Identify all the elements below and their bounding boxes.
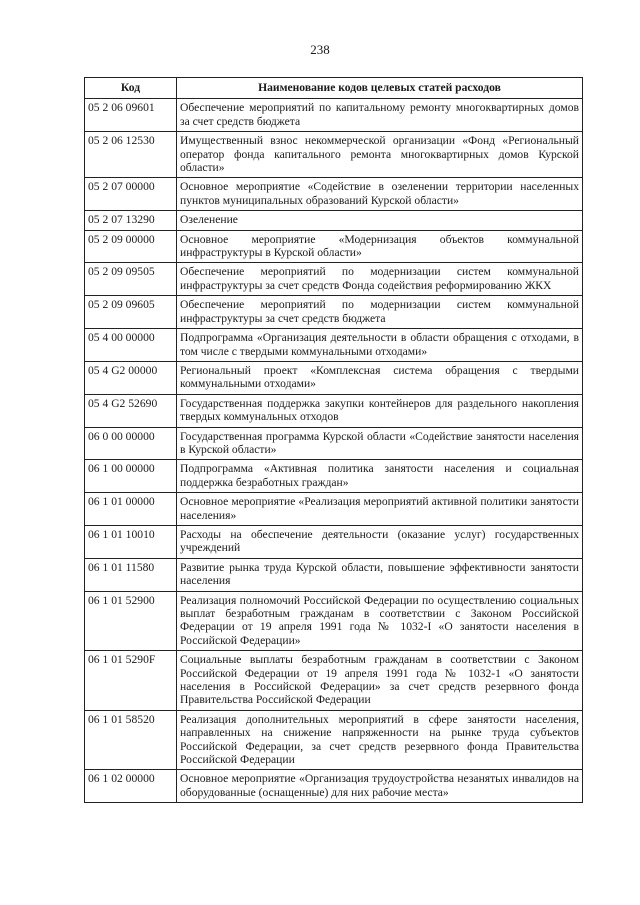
row-code: 06 1 01 10010: [85, 525, 177, 558]
row-code: 06 1 00 00000: [85, 460, 177, 493]
table-header-row: [85, 78, 583, 99]
table-row: [85, 211, 583, 230]
row-code: 05 4 G2 00000: [85, 361, 177, 394]
table-row: [85, 230, 583, 263]
table-row: [85, 394, 583, 427]
table-row: [85, 361, 583, 394]
table-row: [85, 329, 583, 362]
row-code: 06 1 02 00000: [85, 770, 177, 803]
row-code: 06 1 01 5290F: [85, 651, 177, 711]
row-name: Региональный проект «Комплексная система обращения с твердыми коммунальными отходами»: [177, 361, 583, 394]
row-code: 05 4 00 00000: [85, 329, 177, 362]
row-name: Обеспечение мероприятий по модернизации систем коммунальной инфраструктуры за счет средств Фонда содействия реформированию ЖКХ: [177, 263, 583, 296]
table-row: [85, 427, 583, 460]
table-row: [85, 493, 583, 526]
row-name: Обеспечение мероприятий по капитальному ремонту многоквартирных домов за счет средств бюджета: [177, 99, 583, 132]
row-code: 05 4 G2 52690: [85, 394, 177, 427]
table-row: [85, 770, 583, 803]
row-code: 05 2 07 00000: [85, 178, 177, 211]
column-header-code: Код: [85, 78, 177, 99]
row-name: Подпрограмма «Активная политика занятости населения и социальная поддержка безработных граждан»: [177, 460, 583, 493]
row-name: Основное мероприятие «Организация трудоустройства незанятых инвалидов на оборудованные (оснащенные) для них рабочие места»: [177, 770, 583, 803]
row-code: 06 1 01 00000: [85, 493, 177, 526]
row-name: Развитие рынка труда Курской области, повышение эффективности занятости населения: [177, 558, 583, 591]
table-row: [85, 651, 583, 711]
row-name: Реализация дополнительных мероприятий в сфере занятости населения, направленных на снижение напряженности на рынке труда субъектов Российской Федерации, за счет средств резервного фонда Правительства Российской Федерации: [177, 710, 583, 770]
row-name: Основное мероприятие «Модернизация объектов коммунальной инфраструктуры в Курской области»: [177, 230, 583, 263]
table-row: [85, 132, 583, 178]
row-name: Расходы на обеспечение деятельности (оказание услуг) государственных учреждений: [177, 525, 583, 558]
row-code: 06 1 01 58520: [85, 710, 177, 770]
table-row: [85, 558, 583, 591]
row-code: 05 2 06 12530: [85, 132, 177, 178]
table-row: [85, 591, 583, 651]
table-row: [85, 263, 583, 296]
column-header-name: Наименование кодов целевых статей расходов: [177, 78, 583, 99]
row-name: Обеспечение мероприятий по модернизации систем коммунальной инфраструктуры за счет средств бюджета: [177, 296, 583, 329]
row-code: 05 2 09 09505: [85, 263, 177, 296]
row-name: Основное мероприятие «Реализация мероприятий активной политики занятости населения»: [177, 493, 583, 526]
row-name: Подпрограмма «Организация деятельности в области обращения с отходами, в том числе с твердыми коммунальными отходами»: [177, 329, 583, 362]
table-row: [85, 710, 583, 770]
row-code: 06 0 00 00000: [85, 427, 177, 460]
row-code: 06 1 01 52900: [85, 591, 177, 651]
row-name: Имущественный взнос некоммерческой организации «Фонд «Региональный оператор фонда капитального ремонта многоквартирных домов Курской области»: [177, 132, 583, 178]
row-name: Озеленение: [177, 211, 583, 230]
row-code: 05 2 09 00000: [85, 230, 177, 263]
target-articles-table: [84, 77, 583, 803]
row-code: 06 1 01 11580: [85, 558, 177, 591]
row-name: Государственная поддержка закупки контейнеров для раздельного накопления твердых коммунальных отходов: [177, 394, 583, 427]
row-code: 05 2 09 09605: [85, 296, 177, 329]
row-code: 05 2 06 09601: [85, 99, 177, 132]
row-name: Социальные выплаты безработным гражданам в соответствии с Законом Российской Федерации от 19 апреля 1991 года № 1032-1 «О занятости населения в Российской Федерации» за счет средств резервного фонда Правительства Российской Федерации: [177, 651, 583, 711]
row-name: Основное мероприятие «Содействие в озеленении территории населенных пунктов муниципальных образований Курской области»: [177, 178, 583, 211]
row-code: 05 2 07 13290: [85, 211, 177, 230]
row-name: Реализация полномочий Российской Федерации по осуществлению социальных выплат безработным гражданам в соответствии с Законом Российской Федерации от 19 апреля 1991 года № 1032-I «О занятости населения в Российской Федерации»: [177, 591, 583, 651]
table-row: [85, 460, 583, 493]
table-row: [85, 99, 583, 132]
row-name: Государственная программа Курской области «Содействие занятости населения в Курской области»: [177, 427, 583, 460]
table-row: [85, 178, 583, 211]
table-row: [85, 296, 583, 329]
table-row: [85, 525, 583, 558]
page-number: 238: [310, 42, 330, 57]
